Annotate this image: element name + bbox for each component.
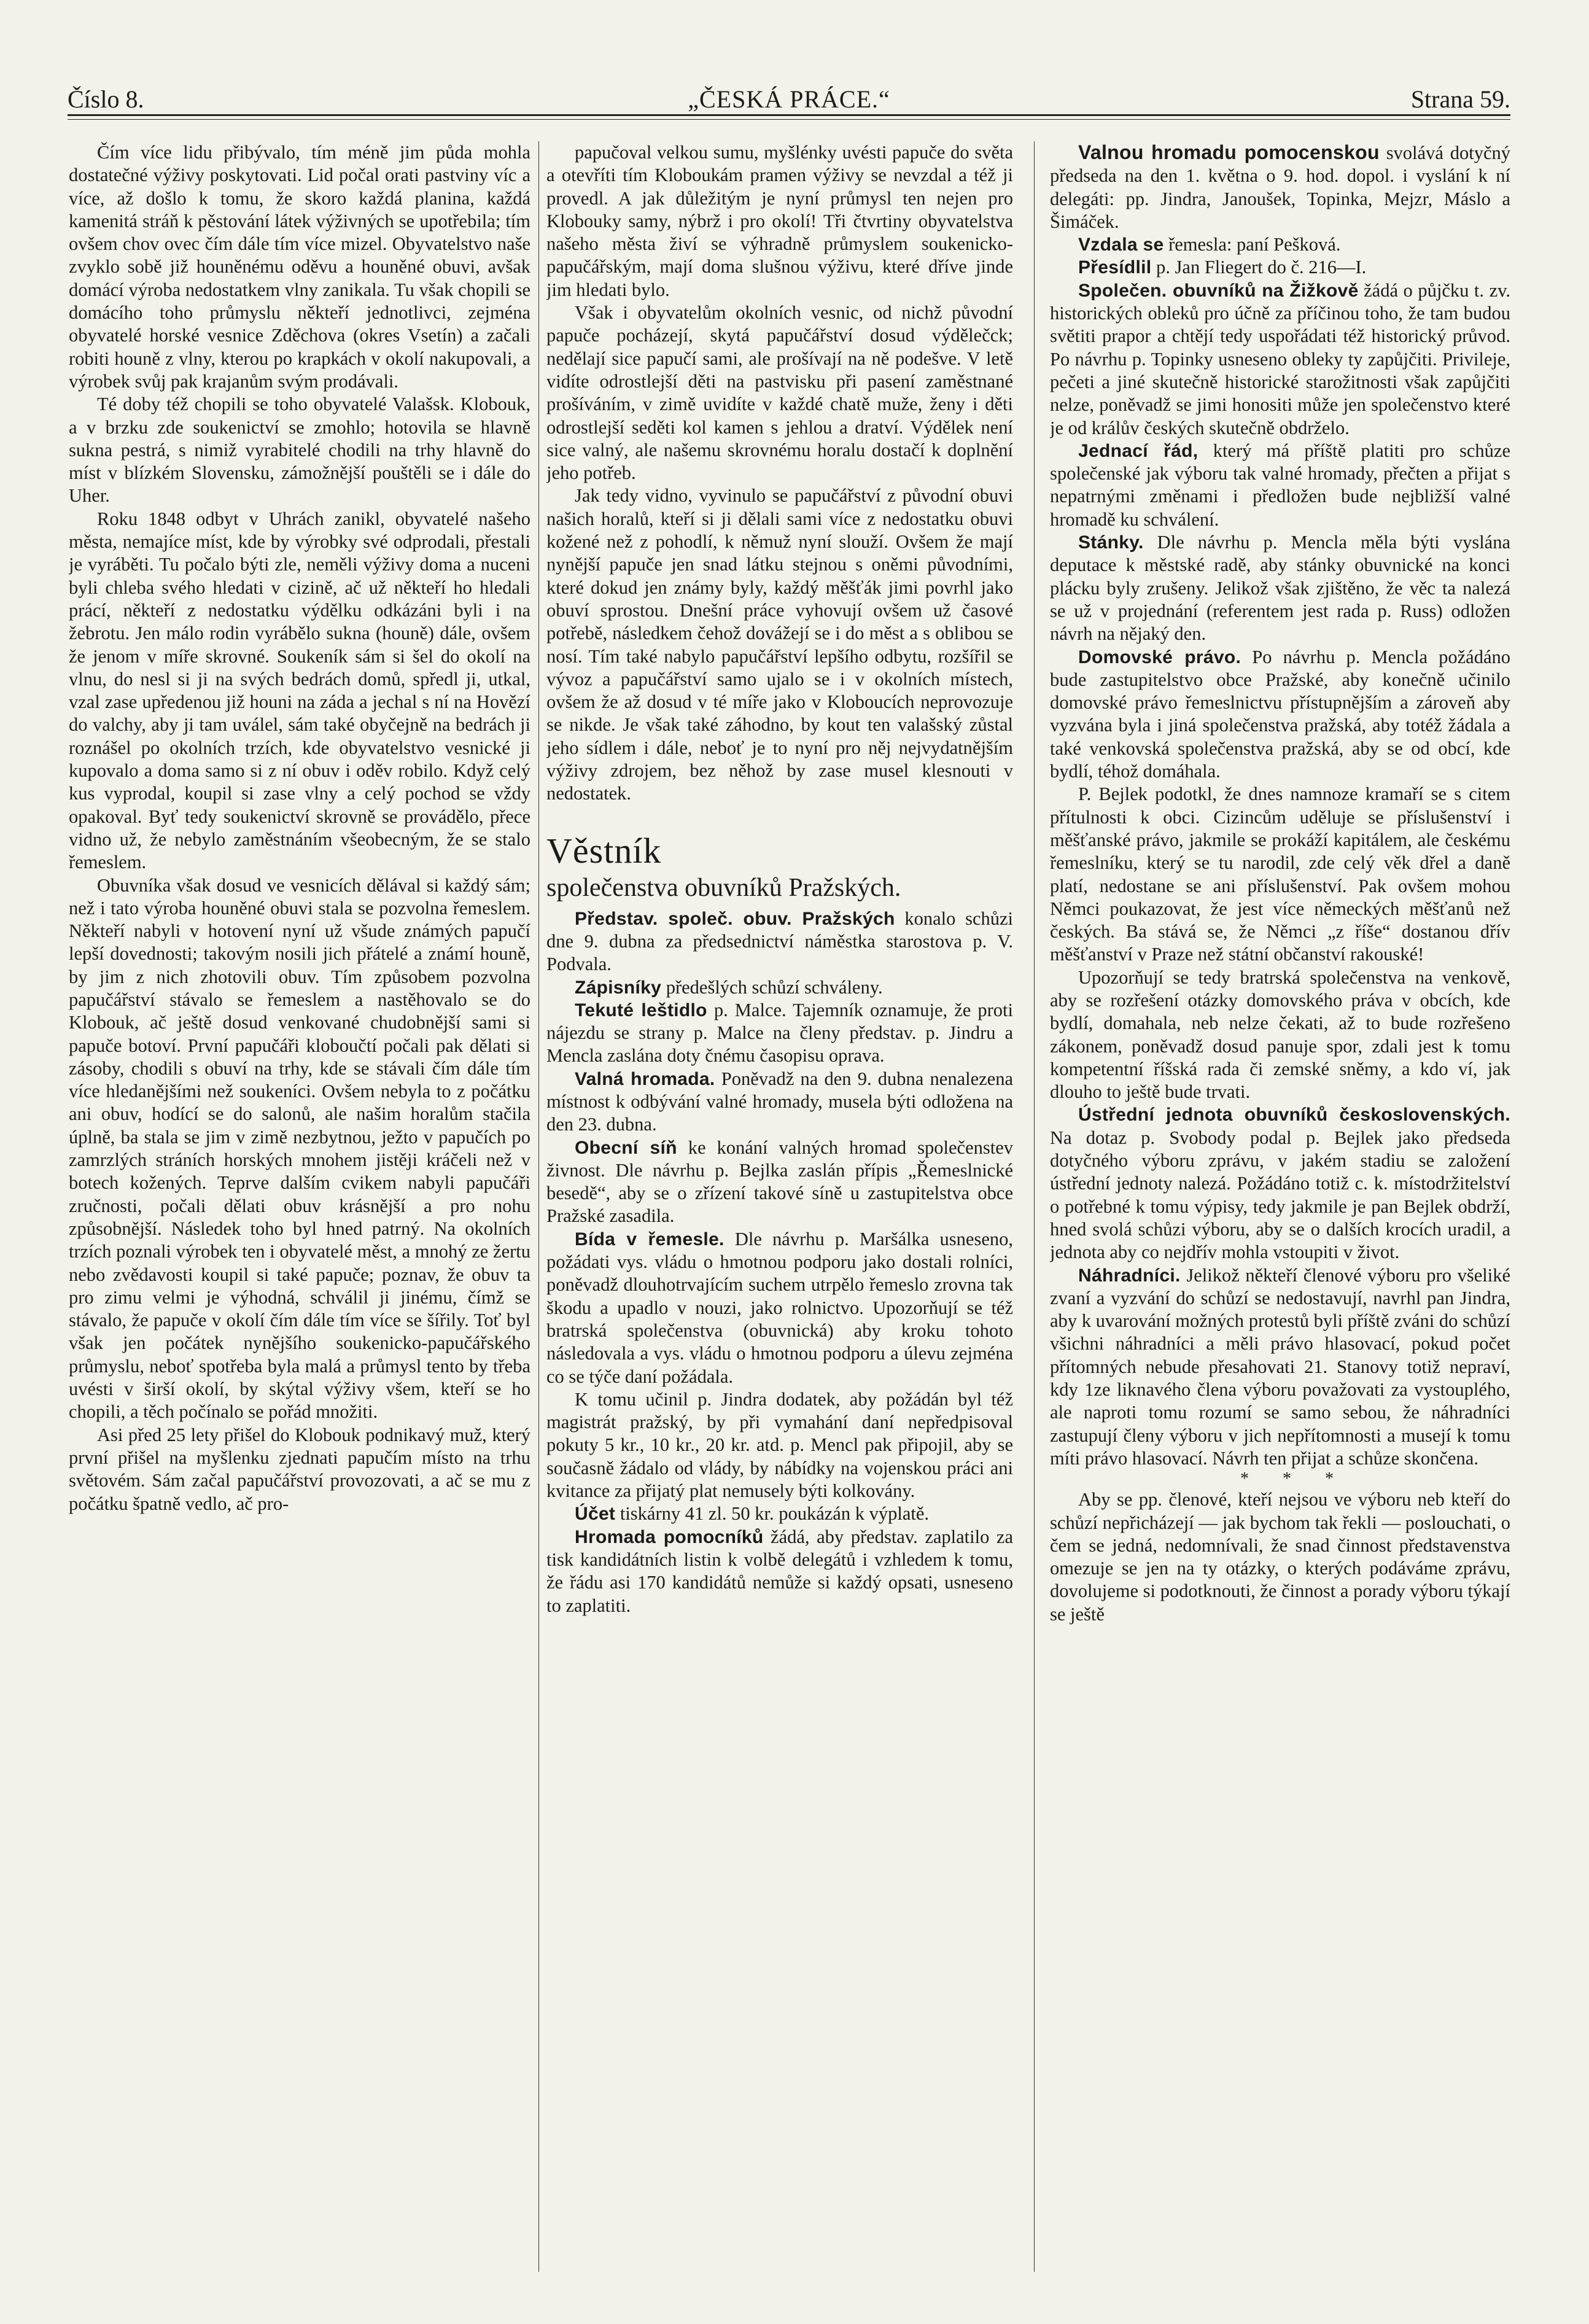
report-item <box>1050 141 1510 233</box>
paragraph: Obuvníka však dosud ve vesnicích dělával si každý sám; než i tato výroba houněné obuvi stala se pozvolna řemeslem. Někteří nabyli v hotovení nyní už všude známých papučí lepší dovednosti; takovým nosili jich přátelé a známí houně, by jim z nich zhotovili obuv. Tím způsobem pozvolna papučářství stávalo se řemeslem a nastěhovalo se do Klobouk, ač ještě dosud venkované chudobnější sami si papuče botoví. První papučáři kloboučtí počali pak dělati si zásoby, chodili s obuví na trhy, kde se stávali čím dále tím více hledanějšími než soukeníci. Ovšem nebyla to z počátku ani obuv, hodící se do salonů, ale našim horalům stačila úplně, ba stala se jim v zimě nezbytnou, ježto v papučích po zamrzlých stráních horských mnohem jistěji kráčeli než v botech kožených. Teprve dalším cvikem nabyli papučáři zručnosti, počali dělati obuv krásnější a pro nohu způsobnější. Následek toho byl hned patrný. Na okolních trzích poznali výrobek ten i obyvatelé měst, a mnohý ze žertu nebo zvědavosti koupil si také papuče; poznav, že obuv ta pro zimu velmi je výhodná, schválil ji jinému, čímž se stávalo, že papuče v okolí čím dále tím více se šířily. Toť byl však jen počátek nynějšího soukenicko-papučářského průmyslu, neboť spotřeba byla malá a průmysl tento by třeba uvésti v širší okolí, by skýtal výživy všem, kteří se ho chopili, a těch počínalo se pořád množiti. <box>69 874 530 1423</box>
item-text: P. Bejlek podotkl, že dnes namnoze kramaří se s citem přítulnosti k obci. Cizincům uděluje se příslušenství i měšťanské právo, jakmile se prokáží kapitálem, ale českému řemeslníku, který se tu narodil, zde celý věk dřel a daně platí, nedostane se ani příslušenství. Pak ovšem mohou Němci poukazovat, že jest více německých měšťanů než českých. Ba stává se, že Němci „z říše“ dostanou dřív měšťanství v Praze než státní občanství rakouské! <box>1050 783 1510 965</box>
item-text: Dle návrhu p. Mencla měla býti vyslána deputace k městské radě, aby stánky obuvnické na konci plácku byly zrušeny. Jelikož však zjištěno, že věc ta nalezá se už v projednání (referentem jest rada p. Russ) odložen návrh na nějaký den. <box>1050 532 1510 645</box>
header-rule-thick <box>68 114 1510 116</box>
item-heading: Obecní síň <box>575 1137 677 1158</box>
item-text: p. Malce. Tajemník oznamuje, že proti nájezdu se strany p. Malce na členy představ. p. Jindru a Mencla zaslána doty čnému časopisu oprava. <box>546 999 1013 1067</box>
item-text: svolává dotyčný předseda na den 1. května o 9. hod. dopol. i vyslání k ní delegáti: pp. Jindra, Janoušek, Topinka, Mejzr, Máslo a Šimáček. <box>1050 142 1510 232</box>
section-heading <box>546 830 1013 904</box>
report-item <box>1050 646 1510 783</box>
item-heading: Domovské právo. <box>1078 647 1241 667</box>
report-item <box>546 1502 1013 1525</box>
report-item <box>546 999 1013 1068</box>
item-text: tiskárny 41 zl. 50 kr. poukázán k výplatě. <box>615 1503 929 1525</box>
item-heading: Vzdala se <box>1078 235 1164 255</box>
item-heading: Společen. obuvníků na Žižkově <box>1078 280 1359 301</box>
header-rule-thin <box>68 119 1510 120</box>
item-heading: Jednací řád, <box>1078 440 1199 461</box>
report-item <box>546 1388 1013 1502</box>
item-heading: Náhradníci. <box>1078 1265 1181 1286</box>
page-number: Strana 59. <box>1410 85 1510 113</box>
report-item <box>546 1137 1013 1228</box>
report-item <box>546 976 1013 999</box>
section-separator-stars: * * * <box>1240 1469 1348 1489</box>
item-text: K tomu učinil p. Jindra dodatek, aby požádán byl též magistrát pražský, by při vymahání daní nepředpisoval pokuty 5 kr., 10 kr., 20 kr. atd. p. Mencl pak připojil, aby se současně žádalo od vlády, by nábídky na vojenskou práci ani kvitance za přijatý plat nemusely býti kolkovány. <box>546 1388 1013 1502</box>
column-1 <box>69 141 530 2278</box>
report-item <box>1050 531 1510 645</box>
item-heading: Přesídlil <box>1078 257 1152 278</box>
report-item <box>1050 279 1510 440</box>
item-heading: Bída v řemesle. <box>575 1229 725 1249</box>
report-item <box>1050 1488 1510 1626</box>
paragraph: Asi před 25 lety přišel do Klobouk podnikavý muž, který první přišel na myšlenku zjednati papučím místo na trhu světovém. Sám začal papučářství provozovati, a ač se mu z počátku špatně vedlo, ač pro- <box>69 1424 530 1514</box>
report-item <box>1050 1103 1510 1264</box>
report-item <box>1050 233 1510 256</box>
item-text: předešlých schůzí schváleny. <box>661 976 883 998</box>
report-item <box>546 907 1013 976</box>
item-text: který má příště platiti pro schůze společenské jak výboru tak valné hromady, přečten a přijat s nepatrnými změnami i předložen bude nejbližší valné hromadě ku schválení. <box>1050 440 1510 530</box>
report-item <box>1050 440 1510 531</box>
item-text: Po návrhu p. Mencla požádáno bude zastupitelstvo obce Pražské, aby konečně učinilo domovské právo řemeslnictvu přístupnějším a zároveň aby vyzvána byla i jiná společenstva pražská, aby totéž žádala a také venkovská společenstva pražská, aby se od obcí, kde bydlí, téhož domáhala. <box>1050 646 1510 782</box>
column-3 <box>1050 141 1510 2278</box>
paragraph: Však i obyvatelům okolních vesnic, od nichž původní papuče pocházejí, skytá papučářství dosud výdělečck; nedělají sice papučí sami, ale prošívají na ně podešve. V letě vidíte odrostlejší děti na pastvisku při pasení zaměstnané prošíváním, v zimě uvidíte v každé chatě muže, ženy i děti odrostlejší seděti kol kamen s jehlou a dratví. Výdělek není sice valný, ale našemu skrovnému horalu dostačí k doplnění jeho potřeb. <box>546 302 1013 484</box>
report-item <box>546 1068 1013 1137</box>
paragraph: Čím více lidu přibývalo, tím méně jim půda mohla dostatečné výživy poskytovati. Lid počal orati pastviny víc a více, až došlo k tomu, že skoro každá planina, každá kamenitá stráň k pěstování látek výživných se upotřebila; tím ovšem chov ovec čím dále tím více mizel. Obyvatelstvo naše zvyklo sobě již houněnému oděvu a houněné obuvi, avšak domácí výroba nedostatkem vlny zanikala. Tu však chopili se domácího toho průmyslu někteří jednotlivci, zejména obyvatelé horské vesnice Zděchova (okres Vsetín) a začali robiti houně z vlny, kterou po krapkách v okolí nakupovali, a výrobek svůj pak krajanům svým prodávali. <box>69 142 530 392</box>
issue-number: Číslo 8. <box>68 85 144 113</box>
item-text: Dle návrhu p. Maršálka usneseno, požádati vys. vládu o hmotnou podporu jako dostali rolníci, poněvadž dlouhotrvajícím suchem utrpělo řemeslo zrovna tak škodu a upadlo v nouzi, jako rolnictvo. Upozorňují se též bratrská společenstva (obuvnická) aby kroku tohoto následovala a vys. vládu o hmotnou podporu a úlevu zejména co se týče daní požádala. <box>546 1228 1013 1387</box>
section-title: Věstník <box>546 830 662 871</box>
report-item <box>1050 783 1510 966</box>
page-header <box>68 77 1510 112</box>
item-heading: Tekuté leštidlo <box>575 1000 707 1020</box>
report-item <box>546 1228 1013 1388</box>
column-divider <box>538 141 539 2272</box>
item-text: Upozorňují se tedy bratrská společenstva na venkově, aby se rozřešení otázky domovského práva v obcích, kde bydlí, domahala, neb nelze čekati, až to bude rozřešeno zákonem, poněvadž dosud panuje spor, zdali jest k tomu kompetentní říšská rada či zemské sněmy, a kdo ví, jak dlouho to ještě bude trvati. <box>1050 966 1510 1103</box>
report-item <box>546 1526 1013 1617</box>
item-text: Poněvadž na den 9. dubna nenalezena místnost k odbývání valné hromady, musela býti odložena na den 23. dubna. <box>546 1068 1013 1135</box>
item-text: Na dotaz p. Svobody podal p. Bejlek jako předseda dotyčného výboru zprávu, v jakém stadiu se založení ústřední jednoty nalezá. Požádáno totiž c. k. místodržitelství o potřebné k tomu výpisy, tedy jakmile je pan Bejlek obdrží, hned svolá schůzi výboru, aby se o dalších krocích uradil, a jednota aby co nejdřív mohla vstoupiti v život. <box>1050 1127 1510 1263</box>
paragraph: Té doby též chopili se toho obyvatelé Valašsk. Klobouk, a v brzku zde soukenictví se zmohlo; hotovila se hlavně sukna pestrá, s nimiž vyrabitelé chodili na trhy hlavně do míst v blízkém Slovensku, zámožnější pouštěli se i dále do Uher. <box>69 394 530 507</box>
paragraph: Roku 1848 odbyt v Uhrách zanikl, obyvatelé našeho města, nemajíce míst, kde by výrobky své odprodali, přestali je vyráběti. Tu počalo býti zle, neměli výživy doma a nuceni byli chleba svého hledati v cizině, ač už někteří ho hledali prácí, někteří z nedostatku výdělku odkázáni byli i na žebrotu. Jen málo rodin vyrábělo sukna (houně) dále, ovšem že jenom v míře skrovné. Soukeník sám si šel do okolí na vlnu, do nesl si ji na svých bedrách domů, spředl ji, utkal, vzal zase upředenou již houni na záda a jechal s ní na Hovězí do valchy, aby ji tam uválel, sám také obyčejně na bedrách ji roznášel po okolních trzích, kde obyvatelstvo vesnické ji kupovalo a doma samo si z ní obuv i oděv robilo. Když celý kus vyprodal, koupil si zase vlny a celý pochod se vždy opakoval. Byť tedy soukenictví skrovně se provádělo, přece vidno už, že nebylo zaměstnáním všeobecným, že se stalo řemeslem. <box>69 508 530 873</box>
column-2 <box>546 141 1013 2278</box>
report-items <box>1050 141 1510 1626</box>
item-text: p. Jan Fliegert do č. 216—I. <box>1151 257 1367 278</box>
column-divider <box>1034 141 1035 2272</box>
section-subtitle: společenstva obuvníků Pražských. <box>546 873 901 902</box>
item-text: řemesla: paní Pešková. <box>1164 234 1341 255</box>
report-item <box>1050 1264 1510 1471</box>
report-item <box>1050 256 1510 279</box>
item-text: žádá, aby představ. zaplatilo za tisk kandidátních listin k volbě delegátů i vzhledem k tomu, že řádu asi 170 kandidátů nemůže si každý opsati, usneseno to zaplatiti. <box>546 1526 1013 1616</box>
item-heading: Zápisníky <box>575 977 662 998</box>
item-heading: Hromada pomocníků <box>575 1526 764 1547</box>
item-heading: Stánky. <box>1078 532 1144 553</box>
paragraph: papučoval velkou sumu, myšlénky uvésti papuče do světa a otevříti tím Kloboukám pramen výživy se nevzdal a též ji provedl. A jak důležitým je nyní průmysl ten nejen pro Klobouky samy, nýbrž i pro okolí! Tři čtvrtiny obyvatelstva našeho města živí se výhradně průmyslem soukenicko-papučářským, mají doma slušnou výživu, které dříve jinde jim hledati bylo. <box>546 142 1013 300</box>
item-heading: Účet <box>575 1504 616 1525</box>
item-heading: Ústřední jednota obuvníků československých. <box>1078 1105 1510 1125</box>
item-text: Aby se pp. členové, kteří nejsou ve výboru neb kteří do schůzí nepřicházejí — jak bychom tak řekli — poslouchati, o čem se jedná, nedomnívali, že snad činnost představenstva omezuje se jen na ty otázky, o kterých podáváme zprávu, dovolujeme si podotknouti, že činnost a porady výboru týkají se ještě <box>1050 1489 1510 1625</box>
item-heading: Představ. společ. obuv. Pražských <box>575 908 895 929</box>
item-text: ke konání valných hromad společenstev živnost. Dle návrhu p. Bejlka zaslán přípis „Řemeslnické besedě“, aby se o zřízení takové síně u zastupitelstva obce Pražské zasadila. <box>546 1137 1013 1227</box>
newspaper-title: „ČESKÁ PRÁCE.“ <box>688 85 890 113</box>
item-text: Jelikož někteří členové výboru pro všeliké zvaní a vyzvání do schůzí se nedostavují, navrhl pan Jindra, aby k uvarování možných protestů byli příště zváni do schůzí všichni náhradníci a měli právo hlasovací, pokud počet přítomných nebude přesahovati 21. Stanovy totiž nepraví, kdy 1ze liknavého člena výboru považovati za vystouplého, ale naproti tomu rozumí se samo sebou, že náhradníci zastupují členy výboru v jich nepřítomnosti a musejí k tomu míti právo hlasovací. Návrh ten přijat a schůze skončena. <box>1050 1264 1510 1469</box>
item-text: konalo schůzi dne 9. dubna za předsednictví náměstka starostova p. V. Podvala. <box>546 907 1013 975</box>
report-items <box>546 907 1013 1617</box>
report-item <box>1050 966 1510 1104</box>
item-heading: Valnou hromadu pomocenskou <box>1078 141 1380 163</box>
paragraph: Jak tedy vidno, vyvinulo se papučářství z původní obuvi našich horalů, kteří si ji dělali sami více z nedostatku obuvi kožené než z pohodlí, k němuž nyní slouží. Ovšem že mají nynější papuče jen snad látku stejnou s oněmi původními, které dokud jen známy byly, každý měšťák jimi povrhl jako obuví sprostou. Dnešní práce vyhovují ovšem už časové potřebě, následkem čehož dovážejí se i do měst a s oblibou se nosí. Tím také nabylo papučářství lepšího odbytu, rozšířil se vývoz a papučářství samo ujalo se i v okolních místech, ovšem že až dosud v té míře jako v Kloboucích neprovozuje se nikde. Je však také záhodno, by kout ten valašský zůstal jeho sídlem i dále, neboť je to nyní pro něj nejvydatnějším výživy zdrojem, bez něhož by zase musel klesnouti v nedostatek. <box>546 485 1013 804</box>
item-text: žádá o půjčku t. zv. historických obleků pro účně za příčinou toho, že tam budou světiti prapor a chtějí tedy uspořádati též historický průvod. Po návrhu p. Topinky usneseno obleky ty zapůjčiti. Privileje, pečeti a jiné skutečně historické starožitnosti však zapůjčiti nelze, poněvadž se jimi honositi může jen společenstvo které je od králův českých skutečně obdrželo. <box>1050 279 1510 438</box>
item-heading: Valná hromada. <box>575 1068 715 1089</box>
